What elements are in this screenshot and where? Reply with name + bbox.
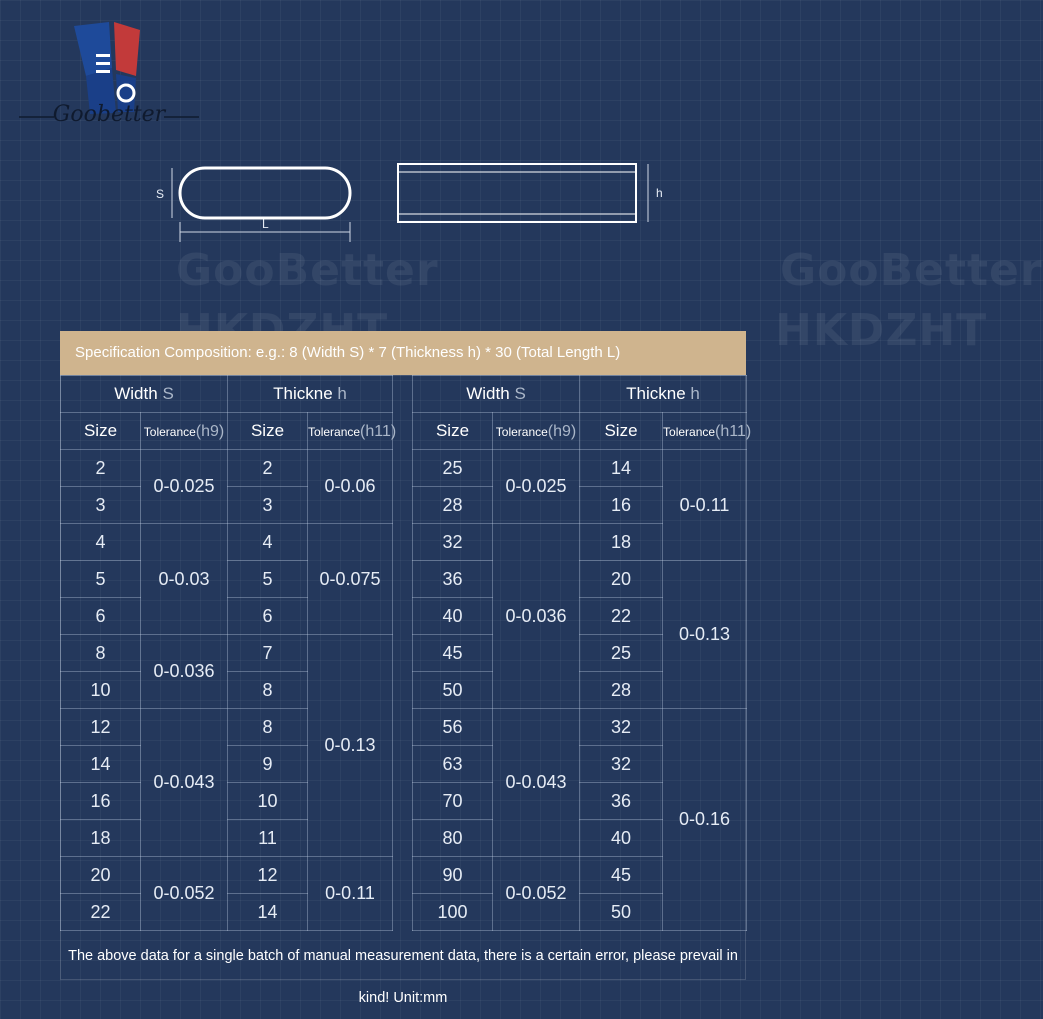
thickness-size: 6 xyxy=(228,598,308,635)
header-tolerance: Tolerance(h11) xyxy=(308,413,393,450)
header-size: Size xyxy=(580,413,663,450)
width-size: 22 xyxy=(61,894,141,931)
width-size: 4 xyxy=(61,524,141,561)
spec-table-right xyxy=(412,375,752,931)
watermark-text: GooBetter xyxy=(176,245,439,296)
width-tolerance: 0-0.043 xyxy=(493,709,580,857)
thickness-size: 11 xyxy=(228,820,308,857)
thickness-size: 8 xyxy=(228,672,308,709)
width-size: 18 xyxy=(61,820,141,857)
watermark-text: GooBetter xyxy=(780,245,1043,296)
thickness-size: 32 xyxy=(580,746,663,783)
thickness-size: 50 xyxy=(580,894,663,931)
thickness-size: 36 xyxy=(580,783,663,820)
diagram-label-l: L xyxy=(262,217,269,231)
brand-name: Goobetter xyxy=(52,102,166,127)
thickness-size: 45 xyxy=(580,857,663,894)
diagram-label-h: h xyxy=(656,186,663,200)
width-tolerance: 0-0.036 xyxy=(141,635,228,709)
width-size: 90 xyxy=(413,857,493,894)
thickness-size: 10 xyxy=(228,783,308,820)
thickness-size: 32 xyxy=(580,709,663,746)
thickness-size: 18 xyxy=(580,524,663,561)
thickness-tolerance: 0-0.16 xyxy=(663,709,747,931)
header-width: Width S xyxy=(61,376,228,413)
thickness-size: 14 xyxy=(580,450,663,487)
header-tolerance: Tolerance(h11) xyxy=(663,413,747,450)
width-tolerance: 0-0.03 xyxy=(141,524,228,635)
thickness-size: 25 xyxy=(580,635,663,672)
footer-note: The above data for a single batch of manual measurement data, there is a certain error, please prevail in kind! Unit:mm xyxy=(68,948,738,1006)
width-size: 32 xyxy=(413,524,493,561)
header-size: Size xyxy=(228,413,308,450)
thickness-tolerance: 0-0.11 xyxy=(663,450,747,561)
thickness-size: 12 xyxy=(228,857,308,894)
header-width: Width S xyxy=(413,376,580,413)
header-thickness: Thickne h xyxy=(580,376,747,413)
thickness-size: 4 xyxy=(228,524,308,561)
width-size: 63 xyxy=(413,746,493,783)
width-size: 16 xyxy=(61,783,141,820)
thickness-tolerance: 0-0.11 xyxy=(308,857,393,931)
thickness-size: 9 xyxy=(228,746,308,783)
thickness-size: 40 xyxy=(580,820,663,857)
width-size: 12 xyxy=(61,709,141,746)
thickness-tolerance: 0-0.075 xyxy=(308,524,393,635)
width-tolerance: 0-0.025 xyxy=(141,450,228,524)
spec-table-left xyxy=(60,375,397,931)
width-size: 10 xyxy=(61,672,141,709)
width-tolerance: 0-0.043 xyxy=(141,709,228,857)
width-size: 80 xyxy=(413,820,493,857)
thickness-size: 20 xyxy=(580,561,663,598)
width-size: 100 xyxy=(413,894,493,931)
width-size: 3 xyxy=(61,487,141,524)
diagram-label-s: S xyxy=(156,187,165,201)
width-size: 50 xyxy=(413,672,493,709)
width-size: 20 xyxy=(61,857,141,894)
thickness-size: 8 xyxy=(228,709,308,746)
spec-composition-bar: Specification Composition: e.g.: 8 (Width S) * 7 (Thickness h) * 30 (Total Length L) xyxy=(60,331,746,375)
key-dimension-diagram xyxy=(150,160,670,255)
header-tolerance: Tolerance(h9) xyxy=(141,413,228,450)
thickness-size: 14 xyxy=(228,894,308,931)
thickness-tolerance: 0-0.13 xyxy=(663,561,747,709)
thickness-size: 5 xyxy=(228,561,308,598)
thickness-size: 3 xyxy=(228,487,308,524)
width-tolerance: 0-0.052 xyxy=(141,857,228,931)
thickness-size: 28 xyxy=(580,672,663,709)
width-size: 8 xyxy=(61,635,141,672)
width-size: 56 xyxy=(413,709,493,746)
width-size: 40 xyxy=(413,598,493,635)
width-size: 2 xyxy=(61,450,141,487)
width-size: 5 xyxy=(61,561,141,598)
thickness-size: 2 xyxy=(228,450,308,487)
thickness-size: 7 xyxy=(228,635,308,672)
width-tolerance: 0-0.036 xyxy=(493,524,580,709)
header-size: Size xyxy=(61,413,141,450)
watermark-text: HKDZHT xyxy=(775,305,988,356)
header-thickness: Thickne h xyxy=(228,376,393,413)
width-tolerance: 0-0.052 xyxy=(493,857,580,931)
header-size: Size xyxy=(413,413,493,450)
thickness-tolerance: 0-0.06 xyxy=(308,450,393,524)
header-tolerance: Tolerance(h9) xyxy=(493,413,580,450)
width-size: 25 xyxy=(413,450,493,487)
thickness-size: 16 xyxy=(580,487,663,524)
width-size: 14 xyxy=(61,746,141,783)
width-tolerance: 0-0.025 xyxy=(493,450,580,524)
width-size: 28 xyxy=(413,487,493,524)
width-size: 70 xyxy=(413,783,493,820)
thickness-size: 22 xyxy=(580,598,663,635)
thickness-tolerance: 0-0.13 xyxy=(308,635,393,857)
width-size: 6 xyxy=(61,598,141,635)
width-size: 36 xyxy=(413,561,493,598)
width-size: 45 xyxy=(413,635,493,672)
